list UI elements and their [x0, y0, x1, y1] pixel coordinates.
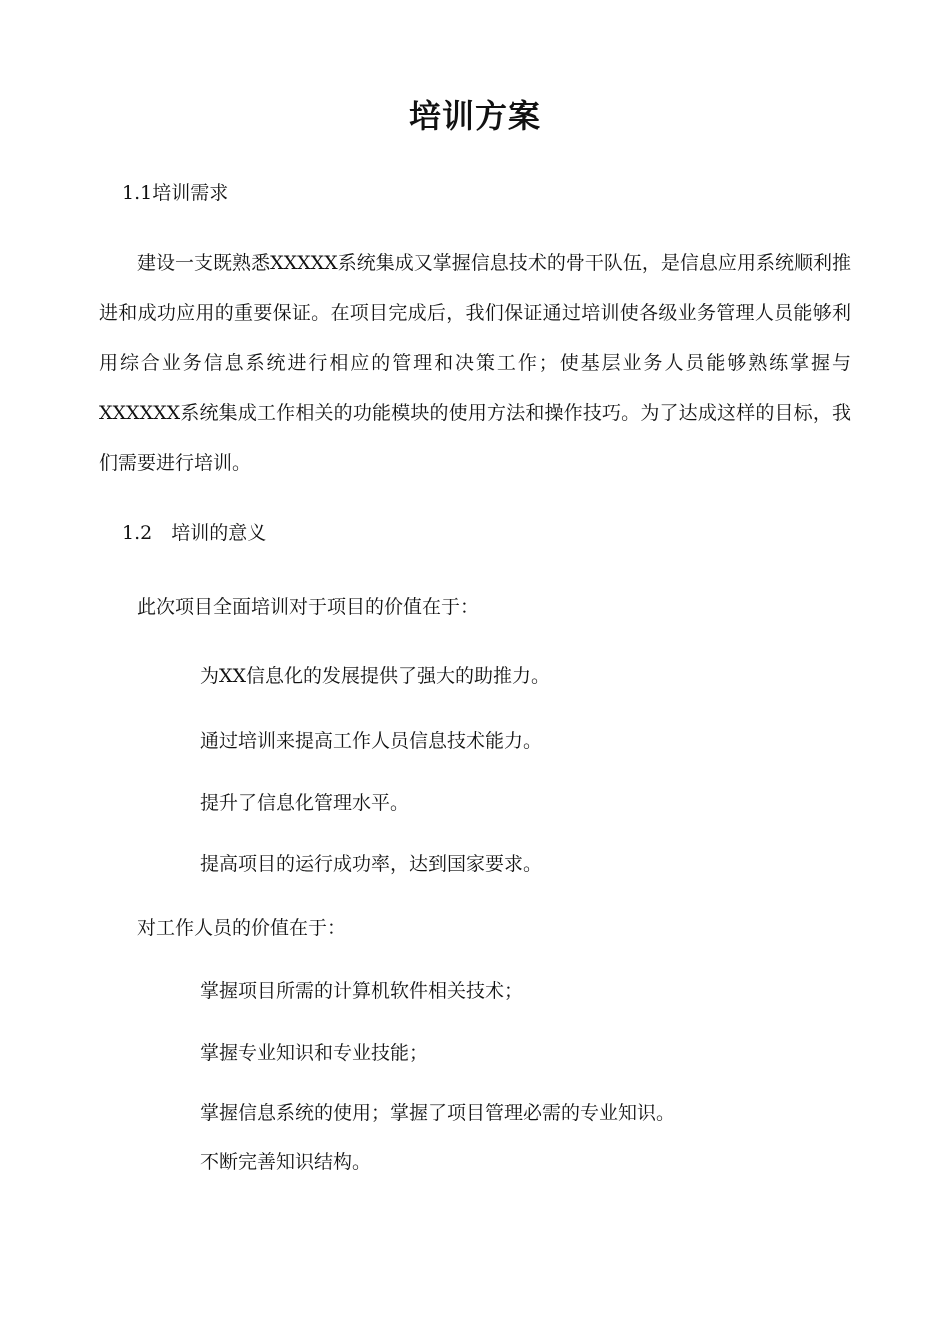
project-value-item: 提升了信息化管理水平。 — [200, 792, 410, 814]
staff-value-item: 掌握专业知识和专业技能； — [200, 1042, 429, 1064]
staff-value-item: 掌握项目所需的计算机软件相关技术； — [200, 980, 524, 1002]
staff-value-item: 掌握信息系统的使用；掌握了项目管理必需的专业知识。 — [200, 1102, 676, 1124]
project-value-item: 为XX信息化的发展提供了强大的助推力。 — [200, 665, 551, 687]
section-heading-training-significance: 1.2 培训的意义 — [122, 522, 267, 544]
document-title: 培训方案 — [408, 97, 541, 135]
staff-value-intro: 对工作人员的价值在于： — [137, 917, 347, 939]
project-value-item: 通过培训来提高工作人员信息技术能力。 — [200, 730, 543, 752]
staff-value-item: 不断完善知识结构。 — [200, 1151, 372, 1173]
training-needs-paragraph: 建设一支既熟悉XXXXX系统集成又掌握信息技术的骨干队伍，是信息应用系统顺利推进和成功应用的重要保证。在项目完成后，我们保证通过培训使各级业务管理人员能够利用综合业务信息系统进行相应的管理和决策工作；使基层业务人员能够熟练掌握与XXXXXX系统集成工作相关的功能模块的使用方法和操作技巧。为了达成这样的目标，我们需要进行培训。 — [99, 252, 851, 474]
project-value-intro: 此次项目全面培训对于项目的价值在于： — [137, 596, 480, 618]
section-heading-training-needs: 1.1培训需求 — [122, 182, 229, 204]
project-value-item: 提高项目的运行成功率，达到国家要求。 — [200, 853, 543, 875]
